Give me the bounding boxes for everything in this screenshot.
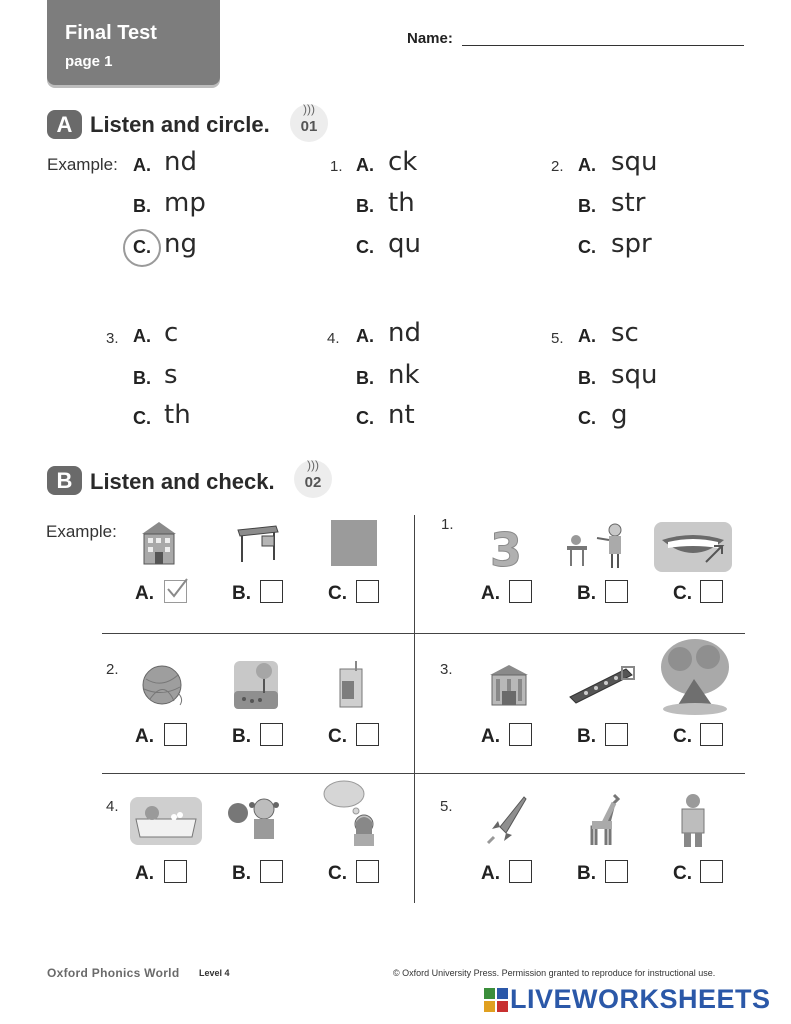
checkbox[interactable] (700, 723, 723, 746)
svg-text:3: 3 (490, 523, 522, 572)
choice-letter: B. (232, 726, 251, 747)
option-letter[interactable]: B. (133, 368, 151, 388)
choice-letter: B. (577, 583, 596, 604)
choice-letter: B. (232, 583, 251, 604)
example-label: Example: (46, 522, 117, 541)
option-text[interactable]: ck (388, 147, 418, 177)
checkbox[interactable] (605, 580, 628, 603)
option-letter[interactable]: C. (356, 237, 374, 257)
checkbox[interactable] (356, 580, 379, 603)
option-letter[interactable]: C. (133, 237, 151, 257)
section-b-title: Listen and check. (90, 469, 275, 494)
option-text[interactable]: qu (388, 229, 421, 259)
rocket-icon (484, 793, 530, 845)
audio-track-number: 02 (304, 474, 322, 491)
choice-letter: A. (481, 863, 500, 884)
checkbox[interactable] (509, 723, 532, 746)
audio-track-02[interactable] (294, 460, 332, 498)
item-number: 5. (440, 798, 453, 815)
choice-letter: B. (232, 863, 251, 884)
choice-letter: A. (481, 583, 500, 604)
choice-letter: B. (577, 863, 596, 884)
option-text[interactable]: str (611, 188, 646, 218)
page-label: page 1 (65, 53, 113, 70)
option-text[interactable]: nt (388, 400, 415, 430)
option-letter[interactable]: C. (578, 408, 596, 428)
audio-waves-icon: ))) (303, 102, 315, 116)
liveworksheets-logo-icon (484, 988, 508, 1012)
option-letter[interactable]: A. (356, 155, 374, 175)
choice-letter: C. (673, 726, 692, 747)
question-number: 5. (551, 330, 564, 347)
option-text[interactable]: nd (388, 318, 421, 348)
example-label: Example: (47, 155, 118, 174)
audio-track-01[interactable] (290, 104, 328, 142)
tent-under-tree-icon (660, 637, 730, 717)
checkbox[interactable] (356, 860, 379, 883)
desk-icon (236, 520, 280, 566)
checkbox[interactable] (356, 723, 379, 746)
choice-letter: B. (577, 726, 596, 747)
option-text[interactable]: mp (164, 188, 206, 218)
item-number: 3. (440, 661, 453, 678)
option-text[interactable]: th (388, 188, 415, 218)
juice-box-icon (338, 661, 364, 709)
option-text[interactable]: nk (388, 360, 420, 390)
option-text[interactable]: ng (164, 229, 197, 259)
option-text[interactable]: nd (164, 147, 197, 177)
option-letter[interactable]: A. (578, 326, 596, 346)
option-letter[interactable]: A. (133, 326, 151, 346)
choice-letter: A. (481, 726, 500, 747)
option-letter[interactable]: B. (133, 196, 151, 216)
grid-divider-vertical (414, 515, 415, 903)
option-letter[interactable]: A. (133, 155, 151, 175)
item-number: 2. (106, 661, 119, 678)
checkbox[interactable] (605, 723, 628, 746)
belt-icon (566, 661, 638, 705)
option-letter[interactable]: C. (578, 237, 596, 257)
option-letter[interactable]: A. (356, 326, 374, 346)
option-text[interactable]: th (164, 400, 191, 430)
woman-thinking-icon (320, 778, 382, 848)
section-b-badge: B (47, 466, 82, 495)
footer-brand: Oxford Phonics World (47, 966, 180, 980)
item-number: 1. (441, 516, 454, 533)
footer-copyright: © Oxford University Press. Permission granted to reproduce for instructional use. (393, 968, 716, 978)
checkbox[interactable] (260, 580, 283, 603)
smile-teeth-icon (654, 522, 732, 572)
test-title: Final Test (65, 22, 157, 44)
option-text[interactable]: c (164, 318, 179, 348)
bathtub-icon (130, 797, 202, 845)
liveworksheets-watermark: LIVEWORKSHEETS (510, 984, 771, 1014)
option-letter[interactable]: C. (356, 408, 374, 428)
option-text[interactable]: s (164, 360, 178, 390)
checkmark-icon (165, 577, 189, 601)
girl-pointing-icon (563, 518, 633, 570)
option-letter[interactable]: B. (356, 368, 374, 388)
option-text[interactable]: squ (611, 360, 658, 390)
choice-letter: C. (673, 863, 692, 884)
number-three-icon (488, 522, 522, 572)
girl-with-ball-icon (226, 795, 292, 845)
checkbox[interactable] (260, 723, 283, 746)
audio-waves-icon: ))) (307, 458, 319, 472)
section-a-badge: A (47, 110, 82, 139)
option-text[interactable]: squ (611, 147, 658, 177)
checkbox[interactable] (700, 580, 723, 603)
choice-letter: C. (328, 583, 347, 604)
section-a-title: Listen and circle. (90, 112, 270, 137)
option-letter[interactable]: A. (578, 155, 596, 175)
checkbox[interactable] (509, 580, 532, 603)
checkbox[interactable] (509, 860, 532, 883)
option-text[interactable]: sc (611, 318, 639, 348)
man-standing-icon (676, 793, 710, 849)
question-number: 2. (551, 158, 564, 175)
choice-letter: C. (328, 863, 347, 884)
name-label: Name: (407, 30, 453, 47)
question-number: 1. (330, 158, 343, 175)
gray-square-image (331, 520, 377, 566)
checkbox-checked[interactable] (164, 580, 187, 603)
checkbox[interactable] (260, 860, 283, 883)
item-number: 4. (106, 798, 119, 815)
choice-letter: A. (135, 583, 154, 604)
option-letter[interactable]: B. (356, 196, 374, 216)
name-field[interactable] (462, 45, 744, 46)
giraffe-icon (584, 793, 624, 847)
bank-building-icon (488, 661, 530, 709)
question-number: 4. (327, 330, 340, 347)
audio-track-number: 01 (300, 118, 318, 135)
grid-divider-horizontal (102, 633, 745, 634)
checkbox[interactable] (700, 860, 723, 883)
park-scene-icon (234, 661, 278, 709)
footer-level: Level 4 (199, 968, 230, 978)
option-text[interactable]: g (611, 400, 628, 430)
option-letter[interactable]: B. (578, 368, 596, 388)
school-building-icon (138, 520, 180, 566)
yarn-ball-icon (140, 663, 186, 709)
choice-letter: A. (135, 726, 154, 747)
choice-letter: C. (328, 726, 347, 747)
checkbox[interactable] (164, 723, 187, 746)
option-letter[interactable]: C. (133, 408, 151, 428)
option-text[interactable]: spr (611, 229, 652, 259)
checkbox[interactable] (605, 860, 628, 883)
choice-letter: C. (673, 583, 692, 604)
grid-divider-horizontal (102, 773, 745, 774)
question-number: 3. (106, 330, 119, 347)
option-letter[interactable]: B. (578, 196, 596, 216)
checkbox[interactable] (164, 860, 187, 883)
choice-letter: A. (135, 863, 154, 884)
